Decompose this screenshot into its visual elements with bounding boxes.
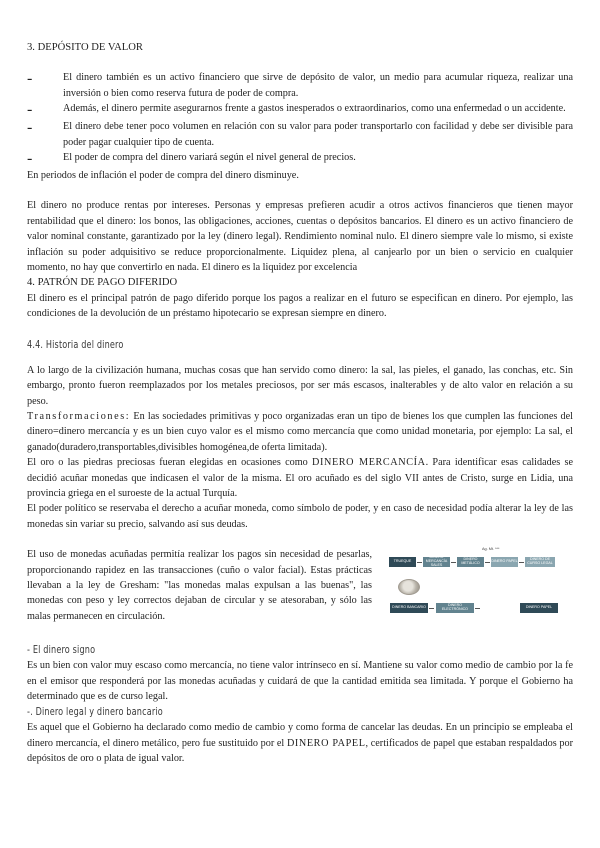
- diagram-box: DINERO BANCARIO: [390, 603, 428, 613]
- inflation-line: En periodos de inflación el poder de compra del dinero disminuye.: [27, 170, 299, 182]
- historia-heading: 4.4. Historia del dinero: [27, 337, 124, 351]
- diagram-box: DINERO ELECTRÓNICO: [436, 603, 474, 613]
- document-page: [27, 40, 573, 767]
- historia-p5: El uso de monedas acuñadas permitía realizar los pagos sin necesidad de pesarlas, proporcionando rapidez en las transacciones (cuño o valor facial). Estas prácticas llevaban a la ley de Gresham: "las monedas malas expulsan a las buenas", las monedas con peso y ley correctos dejaban de circular y se atesoraban, y sólo las malas permanecen en circulación.: [27, 549, 372, 622]
- transformaciones-label: Transformaciones:: [27, 410, 131, 422]
- bullet-item: - El dinero también es un activo financiero que sirve de depósito de valor, un medio para acumular riqueza, realizar una inversión o bien como reserva futura de poder de compra.: [27, 70, 573, 99]
- section-3-title: 3. DEPÓSITO DE VALOR: [27, 42, 143, 53]
- historia-p2: Transformaciones: En las sociedades primitivas y poco organizadas eran un tipo de bienes los que cumplen las funciones del dinero=dinero mercancía y es un bien cuyo valor es el mismo como mercancía que como unidad monetaria, por ejemplo: La sal, el ganado(duradero,transportables,divisibles homogénea,de oferta limitada).: [27, 410, 573, 453]
- coins-row: [27, 547, 573, 627]
- dinero-legal-heading: -. Dinero legal y dinero bancario: [27, 705, 163, 719]
- section-4-title: 4. PATRÓN DE PAGO DIFERIDO: [27, 277, 178, 289]
- diagram-box: DINERO METÁLICO: [457, 557, 484, 567]
- dinero-signo-heading: - El dinero signo: [27, 643, 96, 657]
- bullet-item: - Además, el dinero permite asegurarnos frente a gastos inesperados o extraordinarios, como una enfermedad o un accidente.: [27, 101, 566, 119]
- money-evolution-diagram: [386, 547, 561, 627]
- bullet-item: - El poder de compra del dinero variará según el nivel general de precios.: [27, 150, 356, 168]
- diagram-top-label: Ag. Mt. ***: [482, 547, 500, 552]
- section-4-paragraph: El dinero es el principal patrón de pago diferido porque los pagos a realizar en el futuro se especifican en dinero. Por ejemplo, las condiciones de la devolución de un préstamo hipotecario se expresan siempre en dinero.: [27, 292, 573, 320]
- section-3-paragraph: El dinero no produce rentas por intereses. Personas y empresas prefieren acudir a otros activos financieros que tienen mayor rentabilidad que el dinero: los bonos, las obligaciones, acciones, cuentas o depósitos bancarios. El dinero es un activo financiero de valor nominal constante, garantizado por la ley (dinero legal). Rendimiento nominal nulo. El dinero siempre vale lo mismo, si existe inflación su poder adquisitivo se reduce proporcionalmente. Liquidez plena, al canjearlo por un bien o servicio en cualquier momento, no hay que convertirlo en nada. El dinero es la liquidez por excelencia: [27, 200, 573, 274]
- diagram-box: DINERO PAPEL: [491, 557, 518, 567]
- diagram-box: DINERO MERCANCÍA SALES: [423, 557, 450, 567]
- bullet-item: - El dinero debe tener poco volumen en relación con su valor para poder transportarlo con facilidad y debe ser divisible para poder pagar cualquier tipo de cuenta.: [27, 119, 573, 148]
- diagram-box: DINERO PAPEL: [520, 603, 558, 613]
- historia-p3: El oro o las piedras preciosas fueran elegidas en ocasiones como DINERO MERCANCÍA. Para identificar esas calidades se decidió acuñar monedas que indicasen el valor de la misma. El oro acuñado es del siglo VII antes de Cristo, surge en Lidia, una provincia griega en el suroeste de la actual Turquía.: [27, 457, 573, 499]
- historia-p1: A lo largo de la civilización humana, muchas cosas que han servido como dinero: la sal, las pieles, el ganado, las conchas, etc. Sin embargo, pronto fueron reemplazados por los metales preciosos, por ser más escasos, inalterables y de alto valor en relación a su peso.: [27, 364, 573, 407]
- dinero-signo-paragraph: Es un bien con valor muy escaso como mercancía, no tiene valor intrínseco en sí. Mantiene su valor como medio de cambio por la fe en el emisor que responderá por las monedas acuñadas y cuidará de que la cantidad emitida sea limitada. Y porque el Gobierno ha determinado que es de curso legal.: [27, 660, 573, 702]
- historia-p4: El poder político se reservaba el derecho a acuñar moneda, como símbolo de poder, y en caso de necesidad podía alterar la ley de las monedas sin variar su precio, salvando así sus deudas.: [27, 503, 573, 530]
- coin-image: [398, 579, 420, 595]
- diagram-box: TRUEQUE: [389, 557, 416, 567]
- dinero-legal-paragraph: Es aquel que el Gobierno ha declarado como medio de cambio y como forma de cancelar las deudas. En un principio se empleaba el dinero mercancía, el dinero metálico, pero fue sustituido por el DINERO PAPEL, certificados de papel que estaban respaldados por depósitos de oro o plata de igual valor.: [27, 722, 573, 765]
- diagram-box: DINERO DE CURSO LEGAL: [525, 557, 555, 567]
